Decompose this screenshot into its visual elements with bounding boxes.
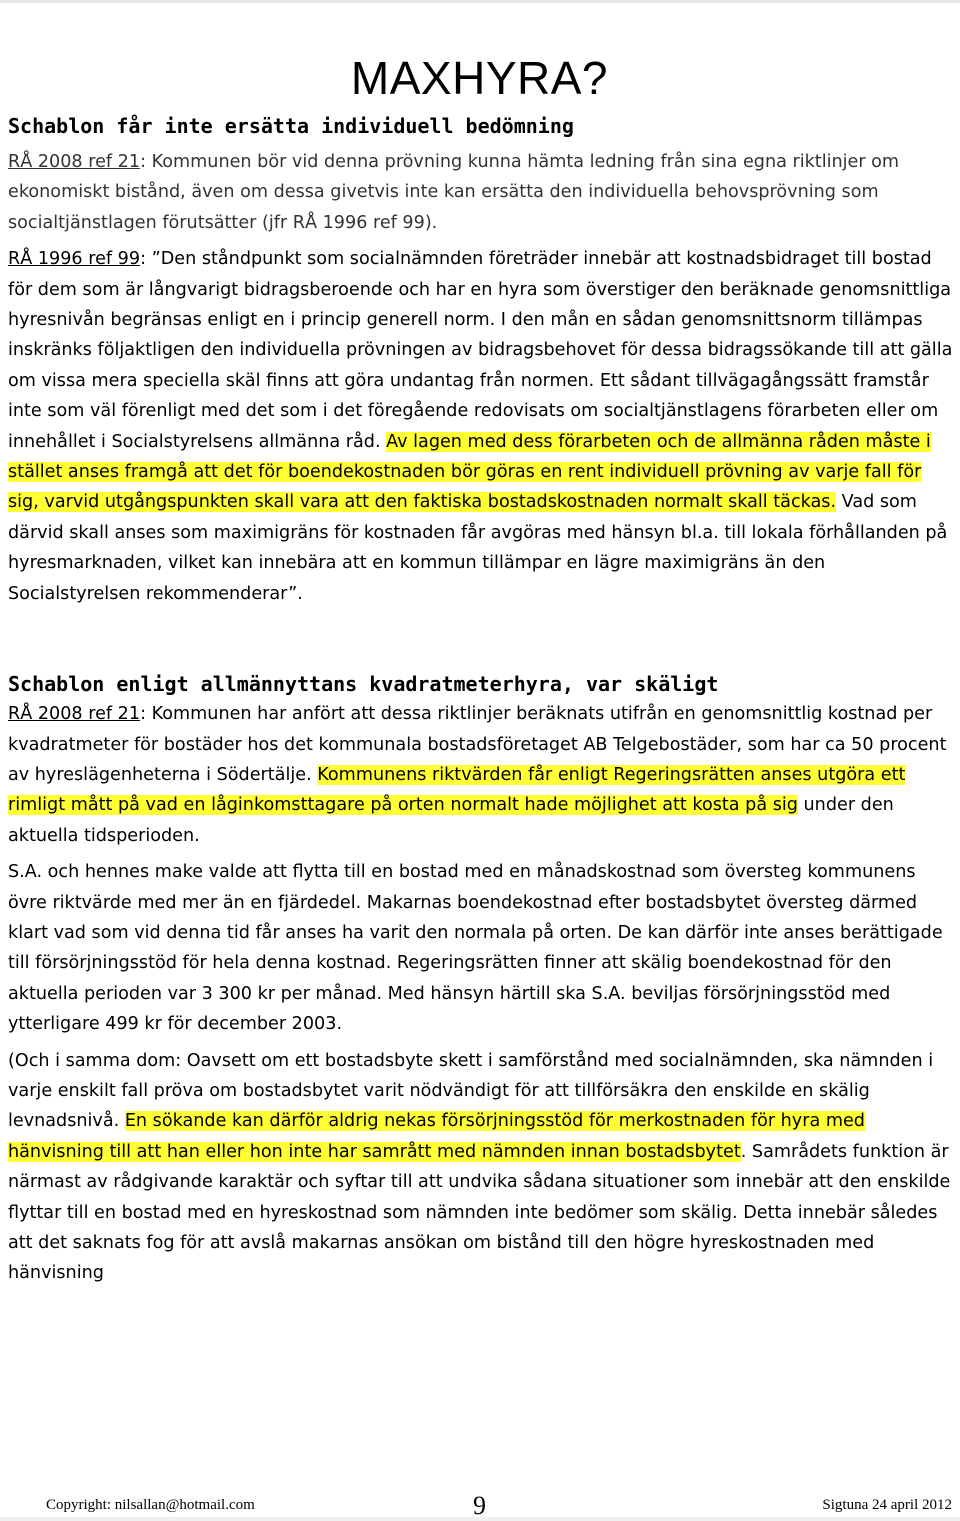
paragraph-text: : ”Den ståndpunkt som socialnämnden företräder innebär att kostnadsbidraget till bostad för dem som är långvarigt bidragsberoende och har en hyra som överstiger den beräknade genomsnittliga hyresnivån begränsas enligt en i princip generell norm. I den mån en sådan genomsnittsnorm tillämpas inskränks följaktligen den individuella prövningen av bidragsbehovet för dessa bidragssökande till att gälla om vissa mera speciella skäl finns att göra undantag från normen. Ett sådant tillvägagångssätt framstår inte som väl förenligt med det som i det föregående redovisats om socialtjänstlagens förarbeten eller om innehållet i Socialstyrelsens allmänna råd. [8, 249, 953, 452]
paragraph-text: Vad som därvid skall anses som maximigräns för kostnaden får avgöras med hänsyn bl.a. till lokala förhållanden på hyresmarknaden, vilket kan innebära att en kommun tillämpar en lägre maximigräns än den Socialstyrelsen rekommenderar”. [8, 492, 948, 604]
case-reference: RÅ 2008 ref 21 [8, 704, 141, 725]
document-content [8, 111, 956, 1289]
section-heading-individual-assessment: Schablon får inte ersätta individuell bedömning [8, 114, 574, 138]
paragraph-ra-2008-ref-21-guidelines [8, 147, 956, 238]
paragraph-ra-1996-ref-99-quote [8, 244, 956, 609]
paragraph-sa-moving-case: S.A. och hennes make valde att flytta till en bostad med en månadskostnad som översteg kommunens övre riktvärde med mer än en fjärdedel. Makarnas boendekostnad efter bostadsbytet översteg därmed klart vad som vid denna tid får anses ha varit den normala på orten. De kan därför inte anses berättigade till försörjningsstöd för hela denna kostnad. Regeringsrätten finner att skälig boendekostnad för den aktuella perioden var 3 300 kr per månad. Med hänsyn härtill ska S.A. beviljas försörjningsstöd med ytterligare 499 kr för december 2003. [8, 862, 943, 1035]
paragraph-text: . Samrådets funktion är närmast av rådgivande karaktär och syftar till att undvika sådana situationer som innebär att den enskilde flyttar till en bostad med en hyreskostnad som nämnden inte bedömer som skälig. Detta innebär således att det saknats fog för att avslå makarnas ansökan om bistånd till den högre hyreskostnaden med hänvisning [8, 1141, 951, 1284]
case-reference: RÅ 2008 ref 21 [8, 152, 141, 172]
paragraph-text: : Kommunen bör vid denna prövning kunna hämta ledning från sina egna riktlinjer om ekonomiskt bistånd, även om dessa givetvis inte kan ersätta den individuella behovsprövning som socialtjänstlagen förutsätter (jfr RÅ 1996 ref 99). [8, 152, 900, 233]
footer-place-date: Sigtuna 24 april 2012 [822, 1497, 952, 1513]
paragraph-text: under den aktuella tidsperioden. [8, 795, 894, 846]
paragraph-consultation-note [8, 1046, 956, 1289]
page-number: 9 [473, 1491, 486, 1520]
paragraph-text: : Kommunen har anfört att dessa riktlinjer beräknats utifrån en genomsnittlig kostnad per kvadratmeter för bostäder hos det kommunala bostadsföretaget AB Telgebostäder, som har ca 50 procent av hyreslägenheterna i Södertälje. [8, 704, 947, 785]
highlighted-text: Kommunens riktvärden får enligt Regeringsrätten anses utgöra ett rimligt mått på vad en låginkomsttagare på orten normalt hade möjlighet att kosta på sig [8, 764, 906, 816]
paragraph-text: (Och i samma dom: Oavsett om ett bostadsbyte skett i samförstånd med socialnämnden, ska nämnden i varje enskilt fall pröva om bostadsbytet varit nödvändigt för att tillförsäkra den enskilde en skälig levnadsnivå. [8, 1050, 934, 1132]
section-heading-square-meter-rent: Schablon enligt allmännyttans kvadratmeterhyra, var skäligt [8, 672, 719, 697]
highlighted-text: Av lagen med dess förarbeten och de allmänna råden måste i stället anses framgå att det för boendekostnaden bör göras en rent individuell prövning av varje fall för sig, varvid utgångspunkten skall vara att den faktiska bostadskostnaden normalt skall täckas. [8, 431, 931, 513]
highlighted-text: En sökande kan därför aldrig nekas försörjningsstöd för merkostnaden för hyra med hänvisning till att han eller hon inte har samrått med nämnden innan bostadsbytet [8, 1111, 865, 1162]
spacer [8, 609, 956, 669]
footer-copyright: Copyright: nilsallan@hotmail.com [46, 1497, 255, 1513]
case-reference: RÅ 1996 ref 99 [8, 249, 141, 270]
document-title: MAXHYRA? [350, 52, 608, 104]
paragraph-ra-2008-ref-21-average-cost [8, 699, 956, 851]
